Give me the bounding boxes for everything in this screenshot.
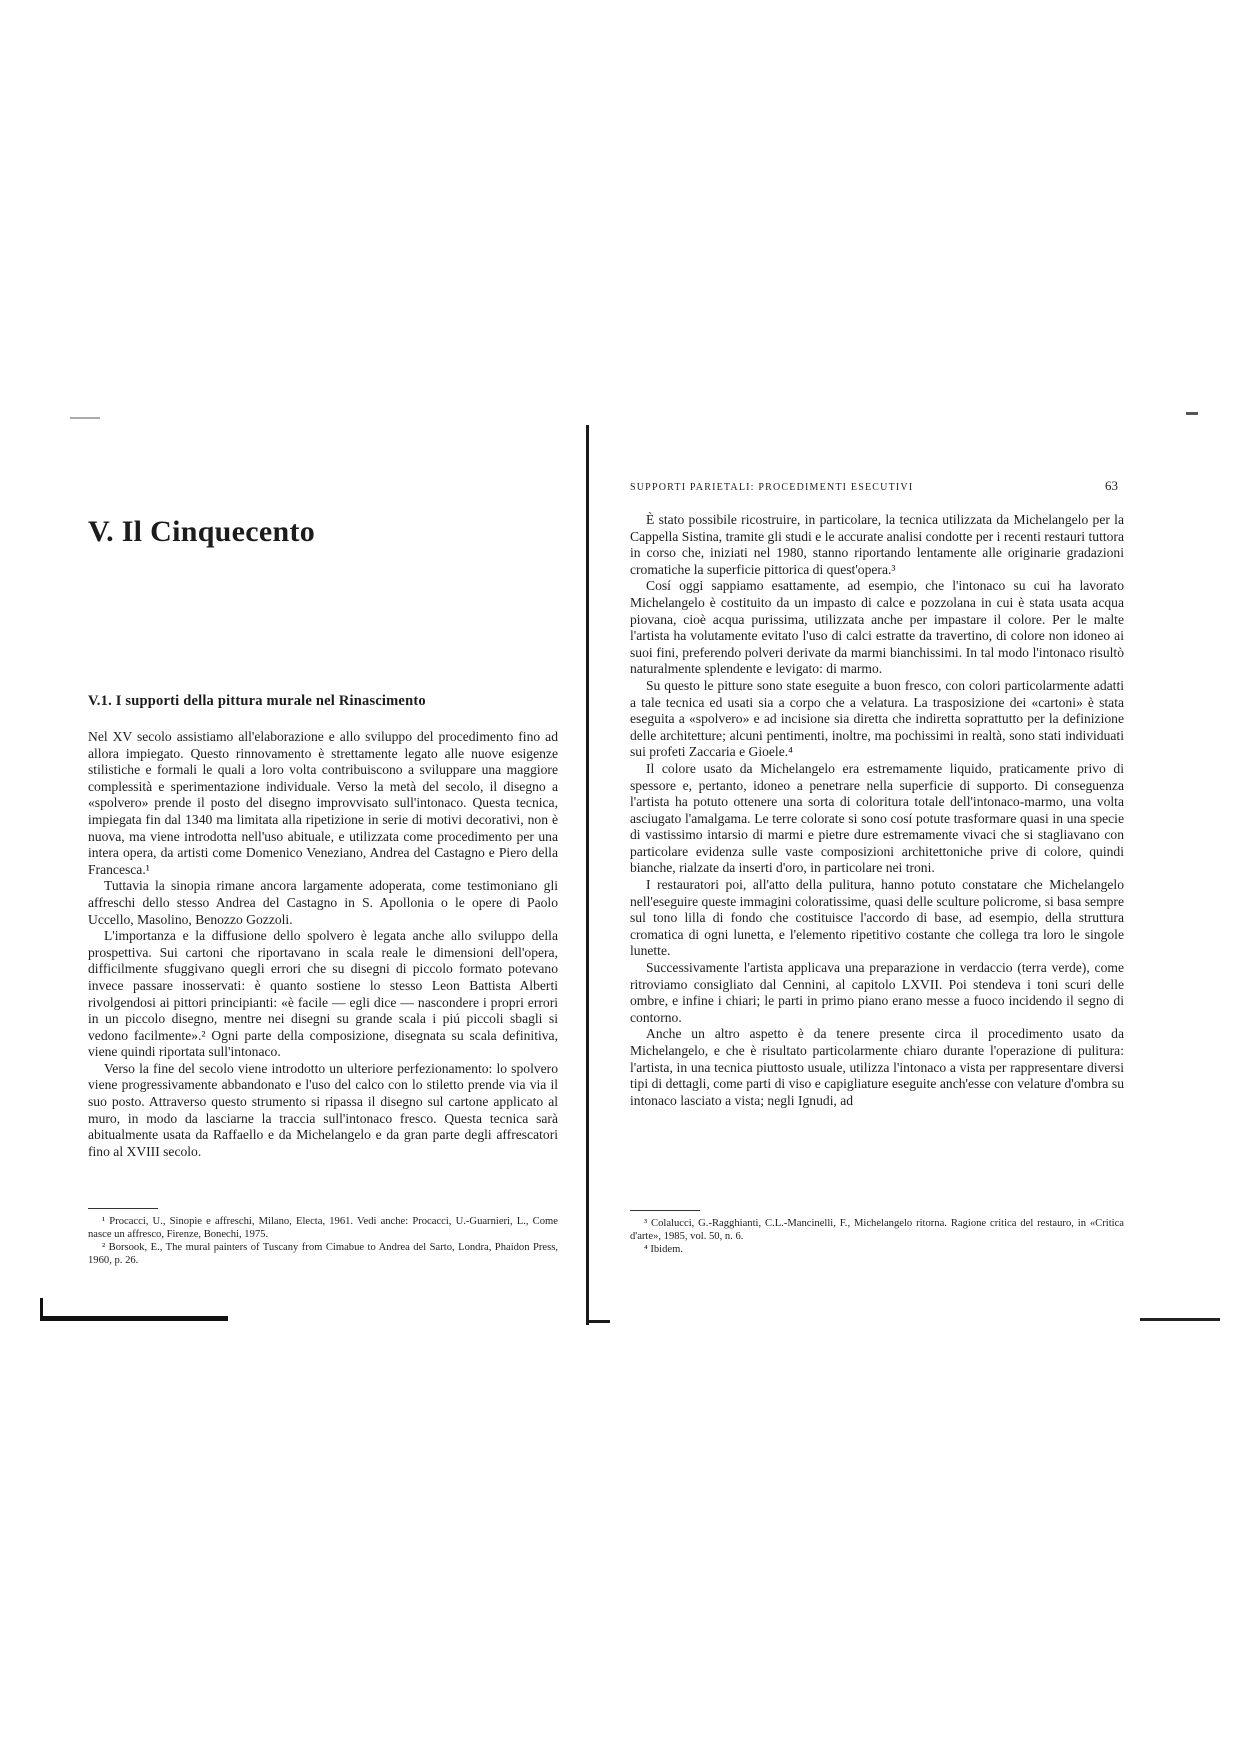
page-bottom-edge [40, 1316, 228, 1321]
running-head [630, 478, 1124, 498]
gutter-foot-mark [588, 1320, 610, 1323]
paragraph: Verso la fine del secolo viene introdotto un ulteriore perfezionamento: lo spolvero viene progressivamente abbandonato e l'uso del calco con lo stiletto prende via via il suo posto. Attraverso questo strumento si ripassa il disegno sul cartone applicato al muro, in modo da lasciarne la traccia sull'intonaco fresco. Questa tecnica sarà abitualmente usata da Raffaello e da Michelangelo e da gran parte degli affrescatori fino al XVIII secolo. [88, 1060, 558, 1159]
footnote: ³ Colalucci, G.-Ragghianti, C.L.-Mancinelli, F., Michelangelo ritorna. Ragione critica del restauro, in «Critica d'arte», 1985, vol. 50, n. 6. [630, 1218, 1124, 1242]
chapter-title: V. Il Cinquecento [88, 515, 316, 548]
page-number: 63 [1105, 478, 1118, 493]
footnote-separator [88, 1208, 158, 1209]
footnote: ¹ Procacci, U., Sinopie e affreschi, Milano, Electa, 1961. Vedi anche: Procacci, U.-Guarnieri, L., Come nasce un affresco, Firenze, Bonechi, 1975. [88, 1216, 558, 1240]
page-bottom-edge [1140, 1318, 1220, 1321]
paragraph: Nel XV secolo assistiamo all'elaborazione e allo sviluppo del procedimento fino ad allora impiegato. Questo rinnovamento è strettamente legato alle nuove esigenze stilistiche e formali le quali a loro volta contribuiscono a sviluppare una maggiore complessità e sperimentazione individuale. Verso la metà del secolo, il disegno a «spolvero» prende il posto del disegno improvvisato sull'intonaco. Questa tecnica, impiegata fin dal 1340 ma limitata alla ripetizione in serie di motivi decorativi, non è nuova, ma viene introdotta nell'uso abituale, e utilizzata come procedimento per una intera opera, da artisti come Domenico Veneziano, Andrea del Castagno e Piero della Francesca.¹ [88, 729, 558, 877]
paragraph: Su questo le pitture sono state eseguite a buon fresco, con colori particolarmente adatti a tale tecnica ed usati sia a corpo che a velatura. La trasposizione dei «cartoni» è stata eseguita a «spolvero» e ad incisione sia diretta che indiretta soprattutto per la definizione delle architetture; alcuni pentimenti, inoltre, ma pochissimi in realtà, sono stati individuati sui profeti Zaccaria e Gioele.⁴ [630, 677, 1124, 760]
right-body-text [630, 512, 1124, 1109]
left-footnotes [88, 1208, 558, 1267]
paragraph: Tuttavia la sinopia rimane ancora largamente adoperata, come testimoniano gli affreschi dello stesso Andrea del Castagno in S. Apollonia o le opere di Paolo Uccello, Masolino, Benozzo Gozzoli. [88, 878, 558, 927]
right-page [630, 478, 1124, 1255]
left-body-text [88, 729, 558, 1160]
paragraph: È stato possibile ricostruire, in particolare, la tecnica utilizzata da Michelangelo per la Cappella Sistina, tramite gli studi e le accurate analisi condotte per i recenti restauri tuttora in corso che, iniziati nel 1980, stanno riportando lentamente alle originarie gradazioni cromatiche la superficie pittorica di quest'opera.³ [630, 512, 1124, 577]
right-footnotes [630, 1210, 1124, 1256]
left-page [88, 515, 558, 1266]
section-heading: V.1. I supporti della pittura murale nel Rinascimento [88, 693, 426, 709]
paragraph: I restauratori poi, all'atto della pulitura, hanno potuto constatare che Michelangelo nell'eseguire queste immagini coloratissime, quasi delle sculture policrome, si basa sempre sul tono lilla di fondo che costituisce l'accordo di base, ad esempio, della struttura cromatica di ogni lunetta, e l'elemento ripetitivo costante che collega tra loro le singole lunette. [630, 877, 1124, 959]
footnote-separator [630, 1210, 700, 1211]
paragraph: Il colore usato da Michelangelo era estremamente liquido, praticamente privo di spessore e, pertanto, idoneo a penetrare nella superficie di supporto. Di conseguenza l'artista ha potuto ottenere una sorta di coloritura totale dell'intonaco-marmo, una volta asciugato l'amalgama. Le terre colorate si sono cosí potute trasformare quasi in una specie di vastissimo intarsio di marmi e pietre dure estremamente vivaci che si stagliavano con particolare evidenza sulle vaste composizioni architettoniche prive di colore, quindi bianche, rialzate da inserti d'oro, in particolare nei troni. [630, 760, 1124, 876]
paragraph: Cosí oggi sappiamo esattamente, ad esempio, che l'intonaco su cui ha lavorato Michelangelo è costituito da un impasto di calce e pozzolana in cui è stata usata acqua piovana, cioè acqua purissima, utilizzata anche per impastare il colore. Per le malte l'artista ha volutamente evitato l'uso di calci estratte da travertino, di colore non idoneo ai suoi fini, preferendo polveri derivate da marmi bianchissimi. In tal modo l'intonaco risultò naturalmente splendente e levigato: di marmo. [630, 578, 1124, 677]
scan-edge-mark [1186, 412, 1198, 415]
book-gutter [586, 425, 589, 1325]
running-head-title: SUPPORTI PARIETALI: PROCEDIMENTI ESECUTIVI [630, 482, 914, 493]
footnote: ² Borsook, E., The mural painters of Tuscany from Cimabue to Andrea del Sarto, Londra, Phaidon Press, 1960, p. 26. [88, 1242, 558, 1266]
paragraph: Successivamente l'artista applicava una preparazione in verdaccio (terra verde), come ritroviamo consigliato dal Cennini, al capitolo LXVII. Poi stendeva i toni scuri delle ombre, e infine i chiari; le parti in primo piano erano messe a fuoco incidendo il segno di contorno. [630, 960, 1124, 1025]
paragraph: Anche un altro aspetto è da tenere presente circa il procedimento usato da Michelangelo, e che è risultato particolarmente chiaro durante l'operazione di pulitura: l'artista, in una tecnica piuttosto usuale, utilizza l'intonaco a vista per rappresentare diversi tipi di dettagli, come parti di viso e capigliature eseguite anch'esse con velature d'ombra su intonaco lasciato a vista; negli Ignudi, ad [630, 1026, 1124, 1108]
scan-edge-mark [70, 417, 100, 419]
paragraph: L'importanza e la diffusione dello spolvero è legata anche allo sviluppo della prospettiva. Sui cartoni che riportavano in scala reale le dimensioni dell'opera, difficilmente sfuggivano quegli errori che su disegni di piccolo formato potevano invece passare inosservati: è quanto sostiene lo stesso Leon Battista Alberti rivolgendosi ai pittori principianti: «è facile — egli dice — nascondere i propri errori in un piccolo disegno, mentre nei disegni su grande scala i piú piccoli sbagli si vedono facilmente».² Ogni parte della composizione, disegnata su scala definitiva, viene quindi riportata sull'intonaco. [88, 928, 558, 1060]
footnote: ⁴ Ibidem. [644, 1244, 683, 1255]
